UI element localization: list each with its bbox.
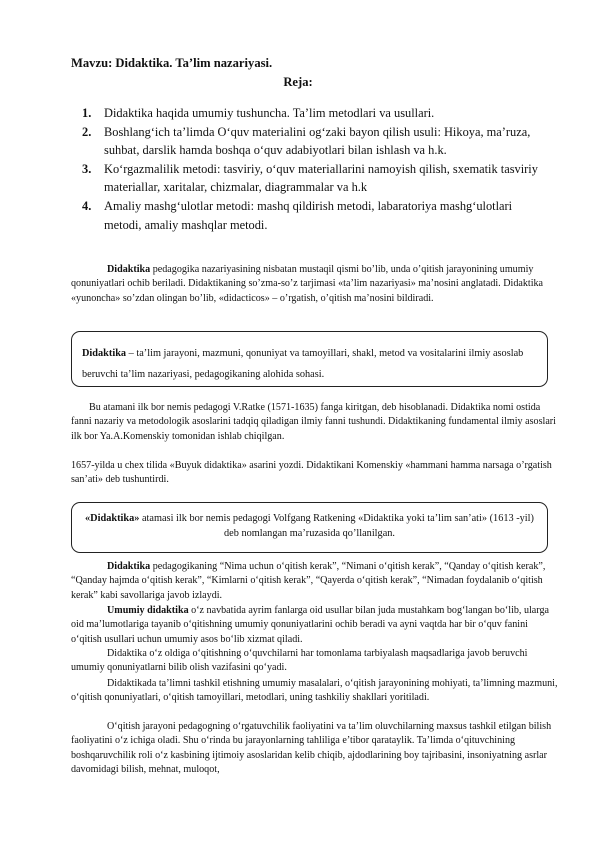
paragraph-didaktika-definition <box>71 263 558 306</box>
paragraph-teaching-process: O‘qitish jarayoni pedagogning o‘rgatuvchilik faoliyatini va ta’lim oluvchilarning maxsus tashkil etilgan bilish faoliyatini o‘z ichiga oladi. Shu o‘rinda bu jarayonlarning tahliliga e’tibor qarataylik. Ta’limda o‘qituvchining boshqaruvchilik roli o‘z kasbining ijtimoiy asoslaridan kelib chiqib, ajdodlarining boy tajribasini, insoniyatning asrlar davomidagi bilish, mehnat, muloqot, <box>71 721 552 776</box>
plan-item <box>80 197 550 234</box>
paragraph-text: o‘z navbatida ayrim fanlarga oid usullar bilan juda mustahkam bog‘langan bo‘lib, ularga oid ma’lumotlariga tayanib o‘qitishning umumiy qonuniyatlarini ochib beradi va ayni vaqtda har bir o‘quv fanini o‘qitish usullari uchun umumiy asos bo‘lib xizmat qiladi. <box>71 605 549 645</box>
paragraph-didactics-task: Didaktika o‘z oldiga o‘qitishning o‘quvchilarni har tomonlama tarbiyalash maqsadlariga javob beruvchi umumiy qonuniyatlarni bilib olish vazifasini qo‘yadi. <box>71 648 528 674</box>
term-bold: Didaktika <box>107 561 151 572</box>
definition-box-text: – ta’lim jarayoni, mazmuni, qonuniyat va tamoyillari, shakl, metod va vositalarini ilmiy asoslab beruvchi ta’lim nazariyasi, pedagogikaning alohida sohasi. <box>82 348 524 380</box>
paragraph-general-didactics <box>71 604 558 647</box>
plan-heading: Reja: <box>283 75 313 89</box>
plan-item-number: 3. <box>82 161 92 176</box>
plan-item-text: Ko‘rgazmalilik metodi: tasviriy, o‘quv materiallarini namoyish qilish, sxematik tasviriy materiallar, xaritalar, chizmalar, diagrammalar va h.k <box>104 161 538 195</box>
plan-item-text: Didaktika haqida umumiy tushuncha. Ta’lim metodlari va usullari. <box>104 106 435 120</box>
page-title: Mavzu: Didaktika. Ta’lim nazariyasi. <box>71 56 273 70</box>
paragraph-komenskiy: 1657-yilda u chex tilida «Buyuk didaktika» asarini yozdi. Didaktikani Komenskiy «hammani hamma narsaga o’rgatish san’ati» deb tushuntirdi. <box>71 460 552 486</box>
term-bold: Didaktika <box>107 264 151 275</box>
plan-item-text: Boshlang‘ich ta’limda O‘quv materialini og‘zaki bayon qilish usuli: Hikoya, ma’ruza, suhbat, darslik hamda boshqa o‘quv adabiyotlari bilan ishlash va h.k. <box>104 124 531 158</box>
term-bold: Umumiy didaktika <box>107 605 189 616</box>
plan-item <box>80 160 550 197</box>
plan-item-text: Amaliy mashg‘ulotlar metodi: mashq qildirish metodi, labaratoriya mashg‘ulotlari metodi, amaliy mashqlar metodi. <box>104 198 513 232</box>
plan-list <box>80 104 550 234</box>
term-bold: «Didaktika» <box>85 513 140 524</box>
note-box-text: atamasi ilk bor nemis pedagogi Volfgang Ratkening «Didaktika yoki ta’lim san’ati» (1613 -yil) deb nomlangan ma’ruzasida qo’llanilgan. <box>139 513 534 539</box>
plan-item-number: 2. <box>82 124 92 139</box>
ratke-note-box <box>71 502 548 553</box>
paragraph-text: pedagogika nazariyasining nisbatan mustaqil qismi bo’lib, unda o’qitish jarayonining umumiy qonuniyatlari ochib beriladi. Didaktikaning so’zma-so’z tarjimasi «ta’lim nazariyasi» ma’nosini anglatadi. Didaktika «yunoncha» so’zdan olingan bo’lib, «didacticos» – o’rgatish, o’qitish ma’nosini bildiradi. <box>71 264 544 304</box>
definition-box <box>71 331 548 387</box>
paragraph-text: pedagogikaning “Nima uchun o‘qitish kerak”, “Nimani o‘qitish kerak”, “Qanday o‘qitish kerak”, “Qanday hajmda o‘qitish kerak”, “Kimlarni o‘qitish kerak”, “Qayerda o‘qitish kerak”, “Nimadan foydalanib o‘qitish kerak” kabi savollariga javob izlaydi. <box>71 561 546 601</box>
paragraph-didaktika-questions <box>71 560 558 603</box>
plan-item-number: 1. <box>82 106 92 120</box>
plan-item <box>80 104 550 123</box>
plan-item <box>80 123 550 160</box>
paragraph-ratke: Bu atamani ilk bor nemis pedagogi V.Ratke (1571-1635) fanga kiritgan, deb hisoblanadi. Didaktika nomi ostida fanni nazariy va metodologik asoslarini tadqiq qiladigan ilmiy fanni tushundi. Didaktikaning fundamental ilmiy asoslari ilk bor Ya.A.Komenskiy tomonidan ishlab chiqilgan. <box>71 402 556 442</box>
plan-item-number: 4. <box>82 198 92 213</box>
term-bold: Didaktika <box>82 348 127 359</box>
paragraph-didactics-topics: Didaktikada ta’limni tashkil etishning umumiy masalalari, o‘qitish jarayonining mohiyati, ta’limning mazmuni, o‘qitish qonuniyatlari, o‘qitish tamoyillari, metodlari, uning tashkiliy shakllari yoritiladi. <box>71 678 558 704</box>
